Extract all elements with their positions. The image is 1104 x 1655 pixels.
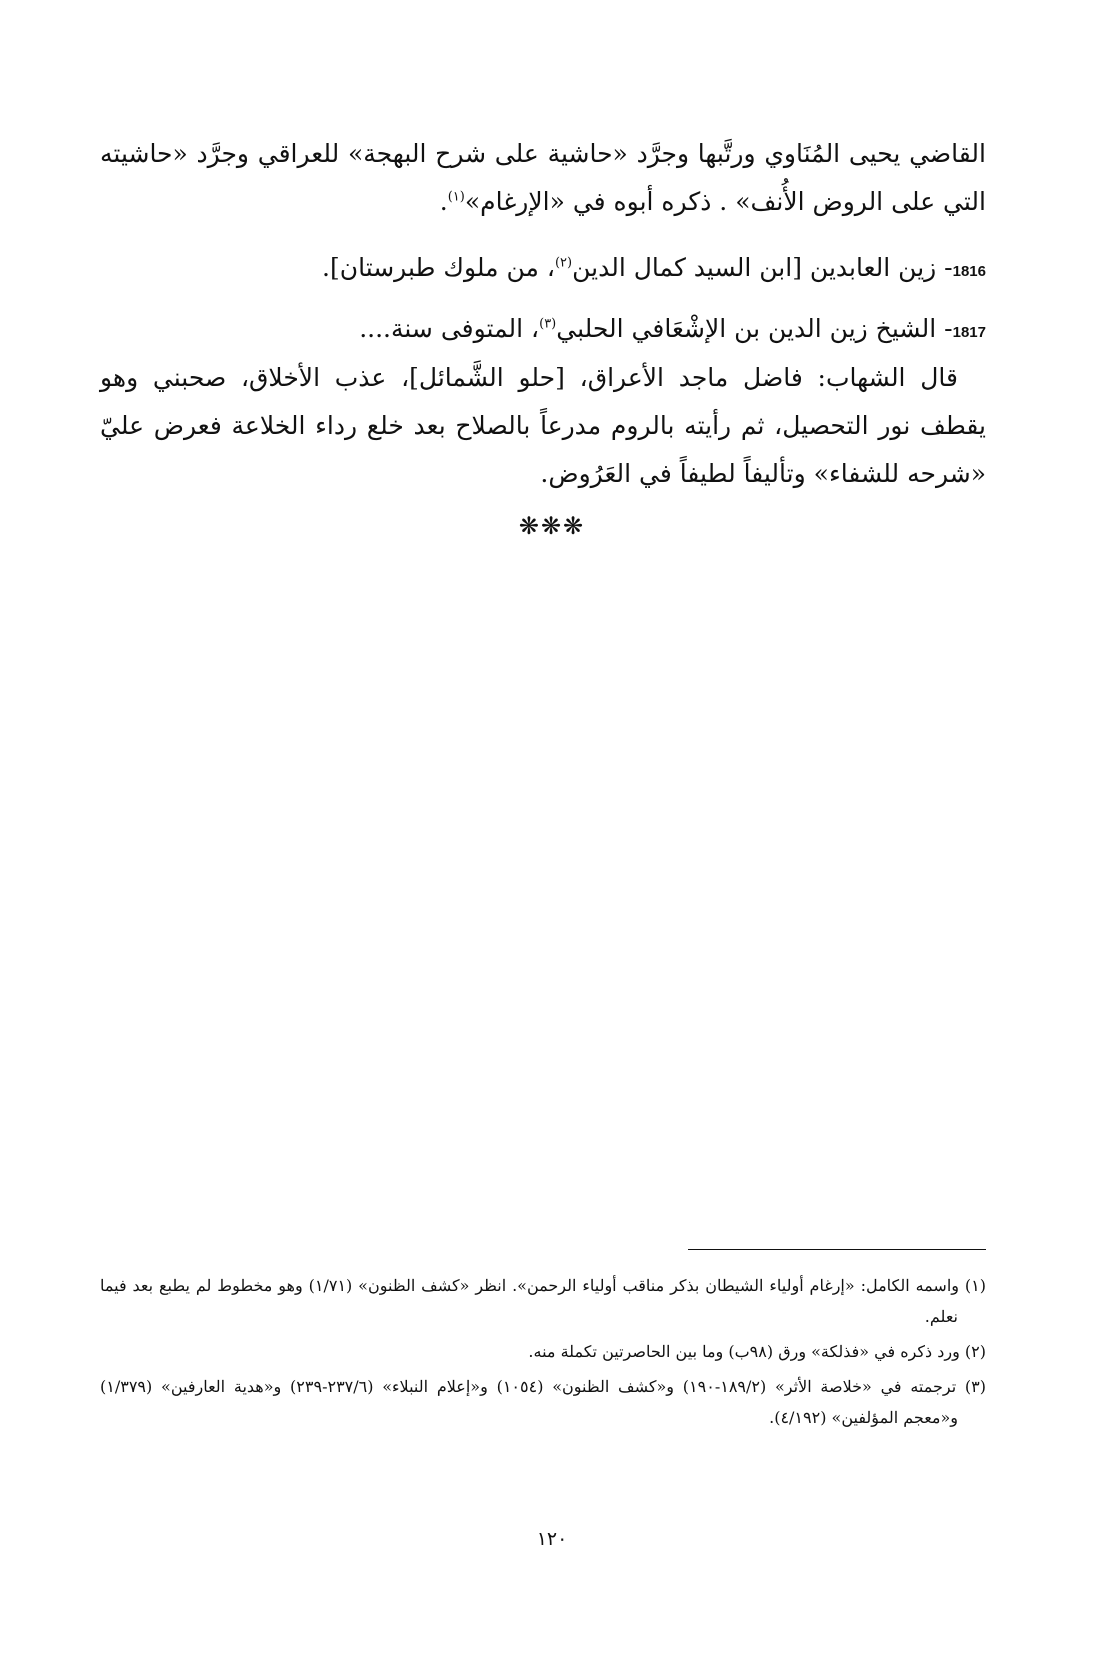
entry-heading-tail: ، من ملوك طبرستان]. <box>322 253 555 282</box>
entry-1816 <box>100 244 986 296</box>
section-divider-stars: ❋❋❋ <box>518 512 586 540</box>
footnote-ref-3[interactable]: (٣) <box>539 316 557 332</box>
entry-number: 1816 <box>952 263 986 280</box>
footnote-1: (١) واسمه الكامل: «إرغام أولياء الشيطان بذكر مناقب أولياء الرحمن». انظر «كشف الظنون» (١/٧١) وهو مخطوط لم يطبع بعد فيما نعلم. <box>100 1276 987 1326</box>
footnotes <box>100 1270 986 1437</box>
entry-heading: - الشيخ زين الدين بن الإشْعَافي الحلبي <box>556 314 953 343</box>
intro-paragraph <box>100 130 986 226</box>
entry-1817-body: قال الشهاب: فاضل ماجد الأعراق، [حلو الشَّمائل]، عذب الأخلاق، صحبني وهو يقطف نور التحصيل، ثم رأيته بالروم مدرعاً بالصلاح بعد خلع رداء الخلاعة فعرض عليّ «شرحه للشفاء» وتأليفاً لطيفاً في العَرُوض. <box>100 363 986 488</box>
footnote-ref-2[interactable]: (٢) <box>554 255 573 271</box>
page-number: ١٢٠ <box>536 1528 568 1550</box>
entry-1817 <box>100 305 986 357</box>
footnote-2: (٢) ورد ذكره في «فذلكة» ورق (٩٨ب) وما بين الحاصرتين تكملة منه. <box>528 1342 986 1361</box>
footnote-3: (٣) ترجمته في «خلاصة الأثر» (١٨٩/٢-١٩٠) و«كشف الظنون» (١٠٥٤) و«إعلام النبلاء» (٢٣٧/٦-٢٣٩) و«هدية العارفين» (١/٣٧٩) و«معجم المؤلفين» (٤/١٩٢). <box>100 1377 987 1427</box>
footnote-ref-1[interactable]: (١) <box>447 189 465 205</box>
entry-number: 1817 <box>952 324 986 341</box>
intro-end: . <box>439 187 448 216</box>
entry-heading: - زين العابدين [ابن السيد كمال الدين <box>572 253 953 282</box>
entry-heading-tail: ، المتوفى سنة.... <box>359 314 540 343</box>
footnote-separator <box>688 1249 986 1250</box>
intro-text: القاضي يحيى المُنَاوي ورتَّبها وجرَّد «حاشية على شرح البهجة» للعراقي وجرَّد «حاشيته التي على الروض الأُنف» . ذكره أبوه في «الإرغام» <box>100 139 986 216</box>
